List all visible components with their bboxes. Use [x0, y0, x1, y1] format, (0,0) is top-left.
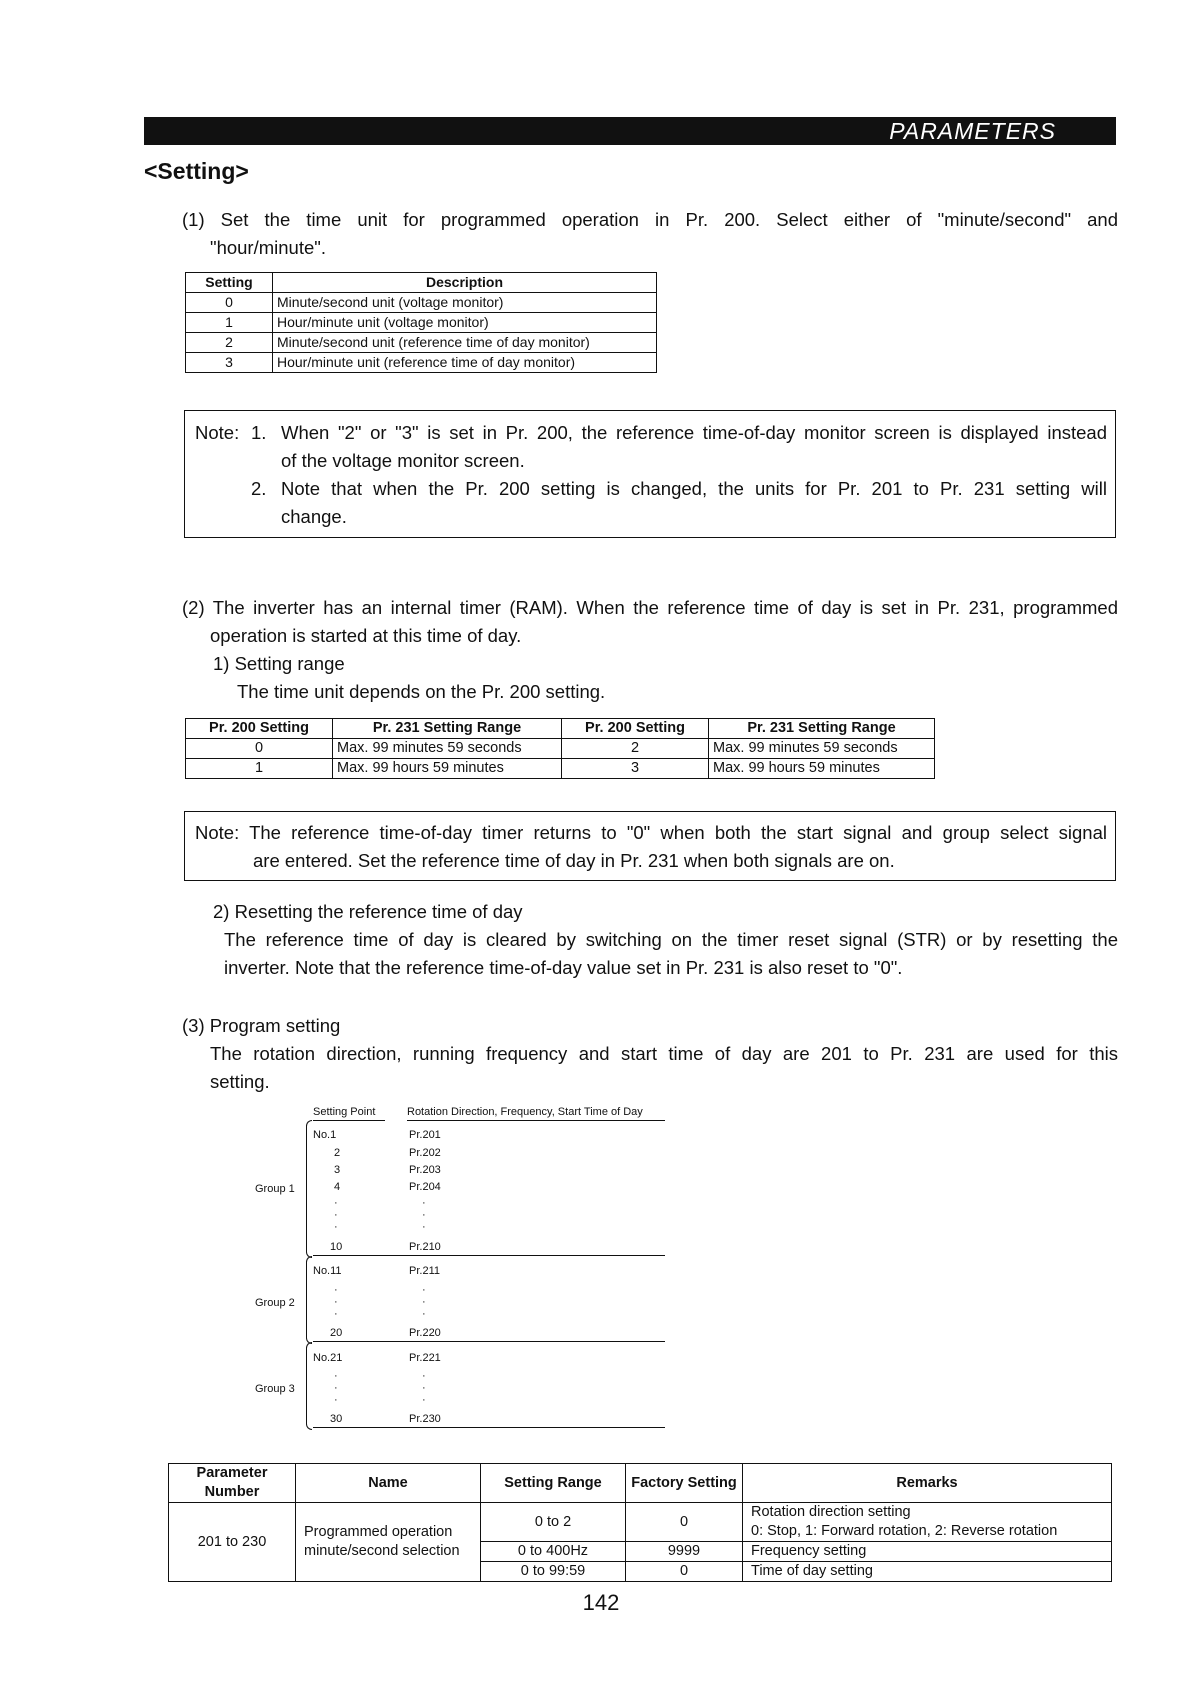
header-description: Description	[273, 273, 657, 293]
ellipsis: · · ·	[334, 1370, 338, 1406]
cell-range: 0 to 400Hz	[481, 1542, 626, 1562]
cell-description: Hour/minute unit (reference time of day monitor)	[273, 353, 657, 373]
cell-pr200: 2	[562, 739, 709, 759]
param-ref: Pr.203	[409, 1164, 441, 1176]
diagram-col-rotation: Rotation Direction, Frequency, Start Time of Day	[407, 1106, 643, 1118]
sec1-line2: "hour/minute".	[210, 237, 326, 258]
divider	[313, 1255, 665, 1256]
param-ref: Pr.204	[409, 1181, 441, 1193]
cell-pr231: Max. 99 hours 59 minutes	[709, 759, 935, 779]
sec2-sub2: 2) Resetting the reference time of day	[213, 901, 523, 922]
page-title: <Setting>	[144, 158, 249, 184]
ellipsis: · · ·	[334, 1284, 338, 1320]
param-ref: Pr.201	[409, 1129, 441, 1141]
setting-point: 4	[334, 1181, 341, 1193]
ellipsis: · · ·	[422, 1370, 426, 1406]
sec2-sub2-line2: inverter. Note that the reference time-of-day value set in Pr. 231 is also reset to "0".	[224, 957, 903, 978]
note-item-2b: change.	[281, 506, 347, 527]
note-item-1b: of the voltage monitor screen.	[281, 450, 525, 471]
cell-factory: 9999	[626, 1542, 743, 1562]
setting-point: No.11	[313, 1265, 342, 1277]
param-ref: Pr.221	[409, 1352, 441, 1364]
table-row	[169, 1503, 1112, 1542]
group-2-brace	[306, 1256, 312, 1344]
note-item-2a: Note that when the Pr. 200 setting is changed, the units for Pr. 201 to Pr. 231 setting will	[281, 478, 1107, 499]
cell-range: 0 to 99:59	[481, 1562, 626, 1582]
header-pr200: Pr. 200 Setting	[186, 719, 333, 739]
cell-setting: 1	[186, 313, 273, 333]
setting-point: 10	[330, 1241, 343, 1253]
note-item-number: 2.	[251, 478, 267, 499]
sec1-line1: (1) Set the time unit for programmed operation in Pr. 200. Select either of "minute/second" and	[182, 209, 1118, 230]
sec2-line2: operation is started at this time of day.	[210, 625, 522, 646]
page-number: 142	[582, 1590, 620, 1615]
note-item-number: 1.	[251, 422, 267, 443]
remarks-line: 0: Stop, 1: Forward rotation, 2: Reverse rotation	[751, 1523, 1058, 1539]
setting-point: 3	[334, 1164, 341, 1176]
header-remarks: Remarks	[743, 1464, 1112, 1503]
cell-pr231: Max. 99 hours 59 minutes	[333, 759, 562, 779]
group-1-brace	[306, 1120, 312, 1258]
param-ref: Pr.220	[409, 1327, 441, 1339]
note2-line1: Note: The reference time-of-day timer returns to "0" when both the start signal and group select signal	[195, 822, 1107, 843]
cell-name: Programmed operation minute/second selection	[296, 1503, 481, 1582]
setting-point: No.1	[313, 1129, 337, 1141]
cell-pr231: Max. 99 minutes 59 seconds	[709, 739, 935, 759]
cell-pr231: Max. 99 minutes 59 seconds	[333, 739, 562, 759]
group-3-label: Group 3	[255, 1383, 295, 1395]
note-label: Note:	[195, 422, 240, 443]
sec2-sub2-line1: The reference time of day is cleared by switching on the timer reset signal (STR) or by resetting the	[224, 929, 1118, 950]
divider	[313, 1341, 665, 1342]
divider	[407, 1120, 665, 1121]
cell-pr200: 3	[562, 759, 709, 779]
header-factory-setting: Factory Setting	[626, 1464, 743, 1503]
param-ref: Pr.210	[409, 1241, 441, 1253]
setting-point: No.21	[313, 1352, 343, 1364]
header-parameter-number: Parameter Number	[169, 1464, 296, 1503]
cell-description: Minute/second unit (reference time of day monitor)	[273, 333, 657, 353]
header-setting-range: Setting Range	[481, 1464, 626, 1503]
cell-pr200: 0	[186, 739, 333, 759]
diagram-col-setting-point: Setting Point	[313, 1106, 376, 1118]
group-3-brace	[306, 1342, 312, 1430]
cell-parameter-number: 201 to 230	[169, 1503, 296, 1582]
param-ref: Pr.230	[409, 1413, 441, 1425]
cell-setting: 3	[186, 353, 273, 373]
setting-point: 20	[330, 1327, 343, 1339]
table-header-row	[169, 1464, 1112, 1503]
param-ref: Pr.202	[409, 1147, 441, 1159]
sec3-heading: (3) Program setting	[182, 1015, 341, 1036]
setting-point: 30	[330, 1413, 343, 1425]
cell-remarks: Frequency setting	[743, 1542, 1112, 1562]
setting-point: 2	[334, 1147, 341, 1159]
ellipsis: · · ·	[334, 1197, 338, 1233]
header-pr231: Pr. 231 Setting Range	[709, 719, 935, 739]
sec2-sub1: 1) Setting range	[213, 653, 345, 674]
header-pr231: Pr. 231 Setting Range	[333, 719, 562, 739]
cell-description: Minute/second unit (voltage monitor)	[273, 293, 657, 313]
cell-pr200: 1	[186, 759, 333, 779]
cell-factory: 0	[626, 1503, 743, 1542]
parameter-table	[168, 1463, 1112, 1582]
cell-description: Hour/minute unit (voltage monitor)	[273, 313, 657, 333]
cell-setting: 2	[186, 333, 273, 353]
remarks-line: Rotation direction setting	[751, 1504, 911, 1520]
sec2-sub1-text: The time unit depends on the Pr. 200 setting.	[237, 681, 606, 702]
ellipsis: · · ·	[422, 1197, 426, 1233]
cell-setting: 0	[186, 293, 273, 313]
sec2-line1: (2) The inverter has an internal timer (RAM). When the reference time of day is set in Pr. 231, programmed	[182, 597, 1118, 618]
note2-line2: are entered. Set the reference time of day in Pr. 231 when both signals are on.	[253, 850, 895, 871]
cell-remarks: Time of day setting	[743, 1562, 1112, 1582]
section-header-label: PARAMETERS	[889, 118, 1056, 144]
cell-range: 0 to 2	[481, 1503, 626, 1542]
param-ref: Pr.211	[409, 1265, 440, 1277]
header-pr200: Pr. 200 Setting	[562, 719, 709, 739]
cell-remarks	[743, 1503, 1112, 1542]
note-item-1a: When "2" or "3" is set in Pr. 200, the reference time-of-day monitor screen is displayed instead	[281, 422, 1107, 443]
header-setting: Setting	[186, 273, 273, 293]
sec3-line1: The rotation direction, running frequency and start time of day are 201 to Pr. 231 are used for this	[210, 1043, 1118, 1064]
ellipsis: · · ·	[422, 1284, 426, 1320]
group-1-label: Group 1	[255, 1183, 295, 1195]
divider	[313, 1120, 385, 1121]
divider	[313, 1427, 665, 1428]
cell-factory: 0	[626, 1562, 743, 1582]
sec3-line2: setting.	[210, 1071, 270, 1092]
group-2-label: Group 2	[255, 1297, 295, 1309]
header-name: Name	[296, 1464, 481, 1503]
